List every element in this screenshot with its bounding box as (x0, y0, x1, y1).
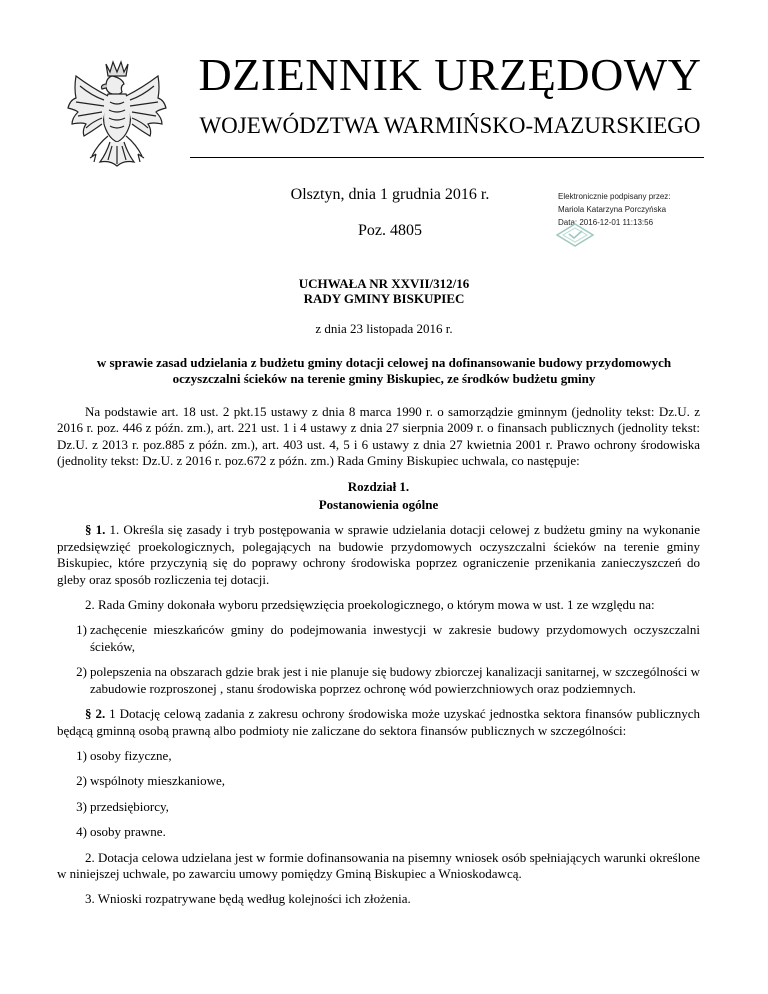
list-item-text: polepszenia na obszarach gdzie brak jest i nie planuje się budowy zbiorczej kanalizacji sanitarnej, w szczególności w zabudowie rozproszonej , stanu środowiska poprzez ochronę wód powierzchniowych oraz podziemnych. (90, 664, 700, 696)
signature-date: Data: 2016-12-01 11:13:56 (558, 218, 654, 227)
paragraph-1-text: 1. Określa się zasady i tryb postępowania w sprawie udzielania dotacji celowej z budżetu gminy na wykonanie przedsięwzięć proekologicznych, polegających na budowie przydomowych oczyszczalni ścieków na terenie gminy Biskupiec, które przyczynią się do poprawy ochrony środowiska poprzez ograniczenie przenikania zanieczyszczeń do gleby oraz sposób rozliczenia tej dotacji. (57, 522, 700, 587)
list-item (57, 748, 700, 764)
eagle-emblem-icon (62, 58, 172, 180)
list-item-number: 4) (76, 824, 87, 840)
journal-title: DZIENNIK URZĘDOWY (198, 49, 702, 100)
position-number: Poz. 4805 (358, 222, 422, 239)
resolution-subject: w sprawie zasad udzielania z budżetu gminy dotacji celowej na dofinansowanie budowy przydomowych oczyszczalni ścieków na terenie gminy Biskupiec, ze środków budżetu gminy (96, 355, 672, 386)
masthead-divider (190, 157, 704, 158)
chapter-number: Rozdział 1. (347, 478, 410, 494)
list-item-number: 3) (76, 798, 87, 814)
resolution-title (0, 276, 768, 306)
list-item-number: 2) (76, 664, 87, 680)
resolution-date: z dnia 23 listopada 2016 r. (315, 321, 453, 336)
publication-date: Olsztyn, dnia 1 grudnia 2016 r. (290, 186, 490, 203)
paragraph-1-ust-2: 2. Rada Gminy dokonała wyboru przedsięwzięcia proekologicznego, o którym mowa w ust. 1 ze względu na: (85, 597, 655, 613)
list-item-text: zachęcenie mieszkańców gminy do podejmowania inwestycji w zakresie budowy przydomowych oczyszczalni ścieków, (90, 622, 700, 654)
preamble: Na podstawie art. 18 ust. 2 pkt.15 ustawy z dnia 8 marca 1990 r. o samorządzie gminnym (jednolity tekst: Dz.U. z 2016 r. poz. 446 z późn. zm.), art. 221 ust. 1 i 4 ustawy z dnia 27 sierpnia 2009 r. o finansach publicznych (jednolity tekst: Dz.U. z 2013 r. poz.885 z późn. zm.), art. 403 ust. 4, 5 i 6 ustawy z dnia 27 kwietnia 2001 r. Prawo ochrony środowiska (jednolity tekst: Dz.U. z 2016 r. poz.672 z późn. zm.) Rada Gminy Biskupiec uchwala, co następuje: (57, 404, 700, 469)
list-item (57, 773, 700, 789)
paragraph-2-ust-3: 3. Wnioski rozpatrywane będą według kolejności ich złożenia. (85, 891, 411, 907)
list-item-text: wspólnoty mieszkaniowe, (90, 773, 226, 789)
paragraph-1-mark: § 1. (85, 522, 106, 538)
paragraph-2-mark: § 2. (85, 706, 106, 722)
paragraph-1 (57, 522, 700, 588)
list-item (57, 622, 700, 655)
list-item (57, 824, 700, 840)
list-item (57, 664, 700, 697)
signature-check-icon (555, 222, 595, 248)
paragraph-2-ust-2: 2. Dotacja celowa udzielana jest w formie dofinansowania na pisemny wniosek osób spełniających warunki określone w niniejszej uchwale, po zawarciu umowy pomiędzy Gminą Biskupiec a Wnioskodawcą. (57, 849, 700, 881)
list-item-number: 1) (76, 622, 87, 638)
resolution-authority: RADY GMINY BISKUPIEC (303, 291, 465, 306)
list-item-number: 1) (76, 747, 87, 763)
paragraph-2 (57, 706, 700, 739)
signature-signer: Mariola Katarzyna Porczyńska (558, 205, 667, 214)
journal-subtitle: WOJEWÓDZTWA WARMIŃSKO-MAZURSKIEGO (199, 113, 701, 138)
list-item-text: osoby prawne. (90, 824, 166, 840)
chapter-name: Postanowienia ogólne (318, 497, 439, 513)
paragraph-2-text: 1 Dotację celową zadania z zakresu ochrony środowiska może uzyskać jednostka sektora finansów publicznych będącą gminną osobą prawną albo podmioty nie zaliczane do sektora finansów publicznych w szczególności: (57, 706, 700, 738)
signature-label: Elektronicznie podpisany przez: (558, 192, 671, 201)
list-item-text: osoby fizyczne, (90, 747, 172, 763)
list-item-text: przedsiębiorcy, (90, 798, 169, 814)
list-item-number: 2) (76, 773, 87, 789)
resolution-number: UCHWAŁA NR XXVII/312/16 (298, 276, 470, 291)
list-item (57, 799, 700, 815)
resolution-body (57, 404, 700, 917)
